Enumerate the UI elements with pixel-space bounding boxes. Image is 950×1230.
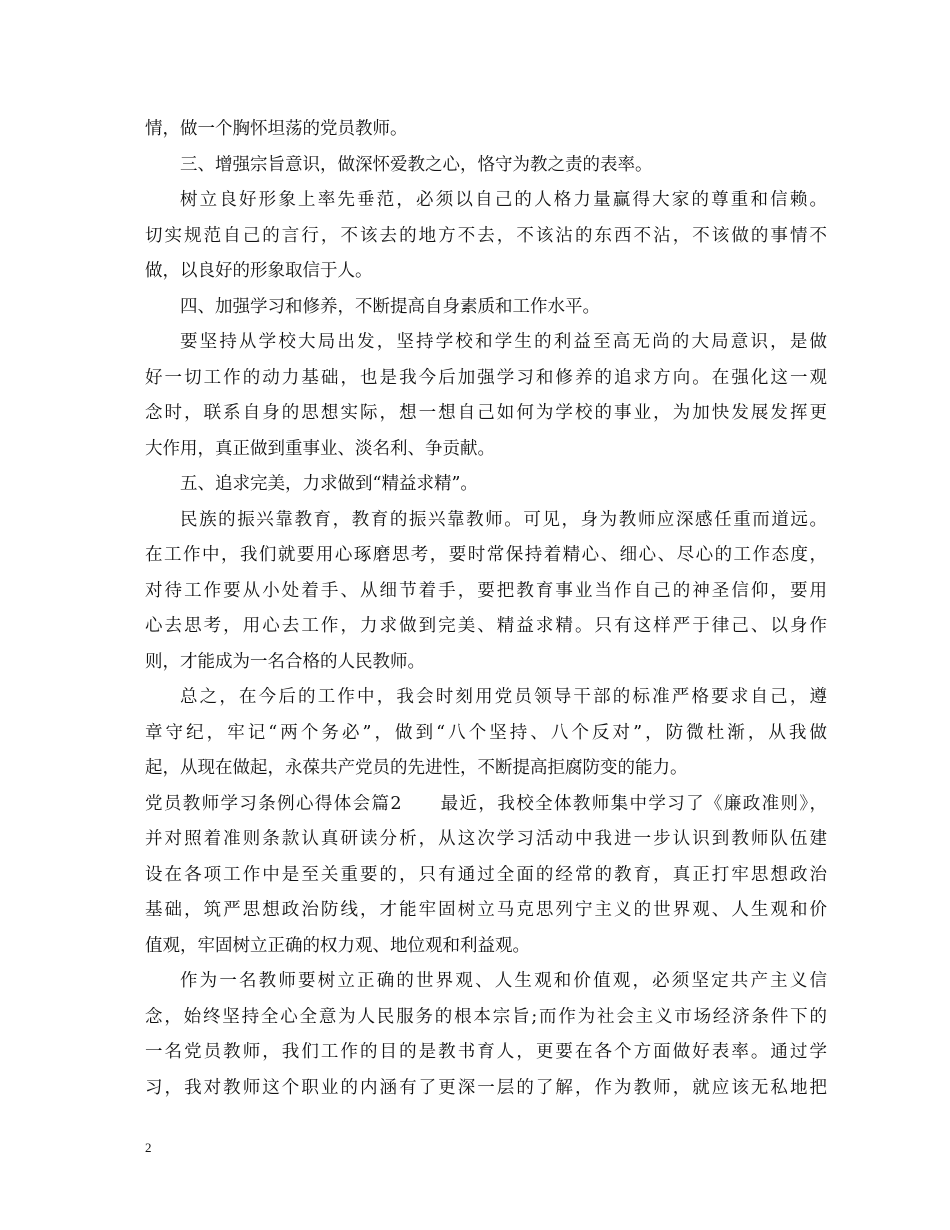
text-line: 民族的振兴靠教育，教育的振兴靠教师。可见，身为教师应深感任重而道远。 <box>180 509 827 530</box>
text-line: 则，才能成为一名合格的人民教师。 <box>145 651 425 672</box>
text-line: 基础，筑严思想政治防线，才能牢固树立马克思列宁主义的世界观、人生观和价 <box>145 900 827 920</box>
text-line: 大作用，真正做到重事业、淡名利、争贡献。 <box>145 438 495 459</box>
text-line: 设在各项工作中是至关重要的，只有通过全面的经常的教育，真正打牢思想政治 <box>145 864 827 885</box>
text-line: 值观，牢固树立正确的权力观、地位观和利益观。 <box>145 935 530 956</box>
text-line: 五、追求完美，力求做到“精益求精”。 <box>180 474 478 494</box>
text-line: 三、增强宗旨意识，做深怀爱教之心，恪守为教之责的表率。 <box>180 154 653 175</box>
text-line: 作为一名教师要树立正确的世界观、人生观和价值观，必须坚定共产主义信 <box>180 971 827 991</box>
text-line: 做，以良好的形象取信于人。 <box>145 261 373 281</box>
text-line: 总之，在今后的工作中，我会时刻用党员领导干部的标准严格要求自己，遵 <box>180 687 827 707</box>
text-line: 并对照着准则条款认真研读分析，从这次学习活动中我进一步认识到教师队伍建 <box>145 829 827 849</box>
text-line: 树立良好形象上率先垂范，必须以自己的人格力量赢得大家的尊重和信赖。 <box>180 190 827 210</box>
page-number: 2 <box>145 1140 152 1155</box>
text-line: 起，从现在做起，永葆共产党员的先进性，不断提高拒腐防变的能力。 <box>145 758 688 778</box>
text-line: 情，做一个胸怀坦荡的党员教师。 <box>145 119 408 139</box>
text-line: 四、加强学习和修养，不断提高自身素质和工作水平。 <box>180 296 600 317</box>
text-line: 章守纪，牢记“两个务必”，做到“八个坚持、八个反对”，防微杜渐，从我做 <box>145 722 827 743</box>
text-line: 切实规范自己的言行，不该去的地方不去，不该沾的东西不沾，不该做的事情不 <box>145 225 827 246</box>
text-line: 党员教师学习条例心得体会篇2 最近，我校全体教师集中学习了《廉政准则》， <box>145 793 827 814</box>
text-line: 对待工作要从小处着手、从细节着手，要把教育事业当作自己的神圣信仰，要用 <box>145 580 827 601</box>
text-line: 念时，联系自身的思想实际，想一想自己如何为学校的事业，为加快发展发挥更 <box>145 403 827 423</box>
document-body <box>145 112 827 1106</box>
text-line: 在工作中，我们就要用心琢磨思考，要时常保持着精心、细心、尽心的工作态度， <box>145 545 827 565</box>
text-line: 好一切工作的动力基础，也是我今后加强学习和修养的追求方向。在强化这一观 <box>145 367 827 388</box>
text-line: 心去思考，用心去工作，力求做到完美、精益求精。只有这样严于律己、以身作 <box>145 616 827 636</box>
text-line: 一名党员教师，我们工作的目的是教书育人，更要在各个方面做好表率。通过学 <box>145 1042 827 1062</box>
text-line: 念，始终坚持全心全意为人民服务的根本宗旨;而作为社会主义市场经济条件下的 <box>145 1006 827 1027</box>
text-line: 习，我对教师这个职业的内涵有了更深一层的了解，作为教师，就应该无私地把 <box>145 1077 827 1098</box>
text-line: 要坚持从学校大局出发，坚持学校和学生的利益至高无尚的大局意识，是做 <box>180 332 827 352</box>
